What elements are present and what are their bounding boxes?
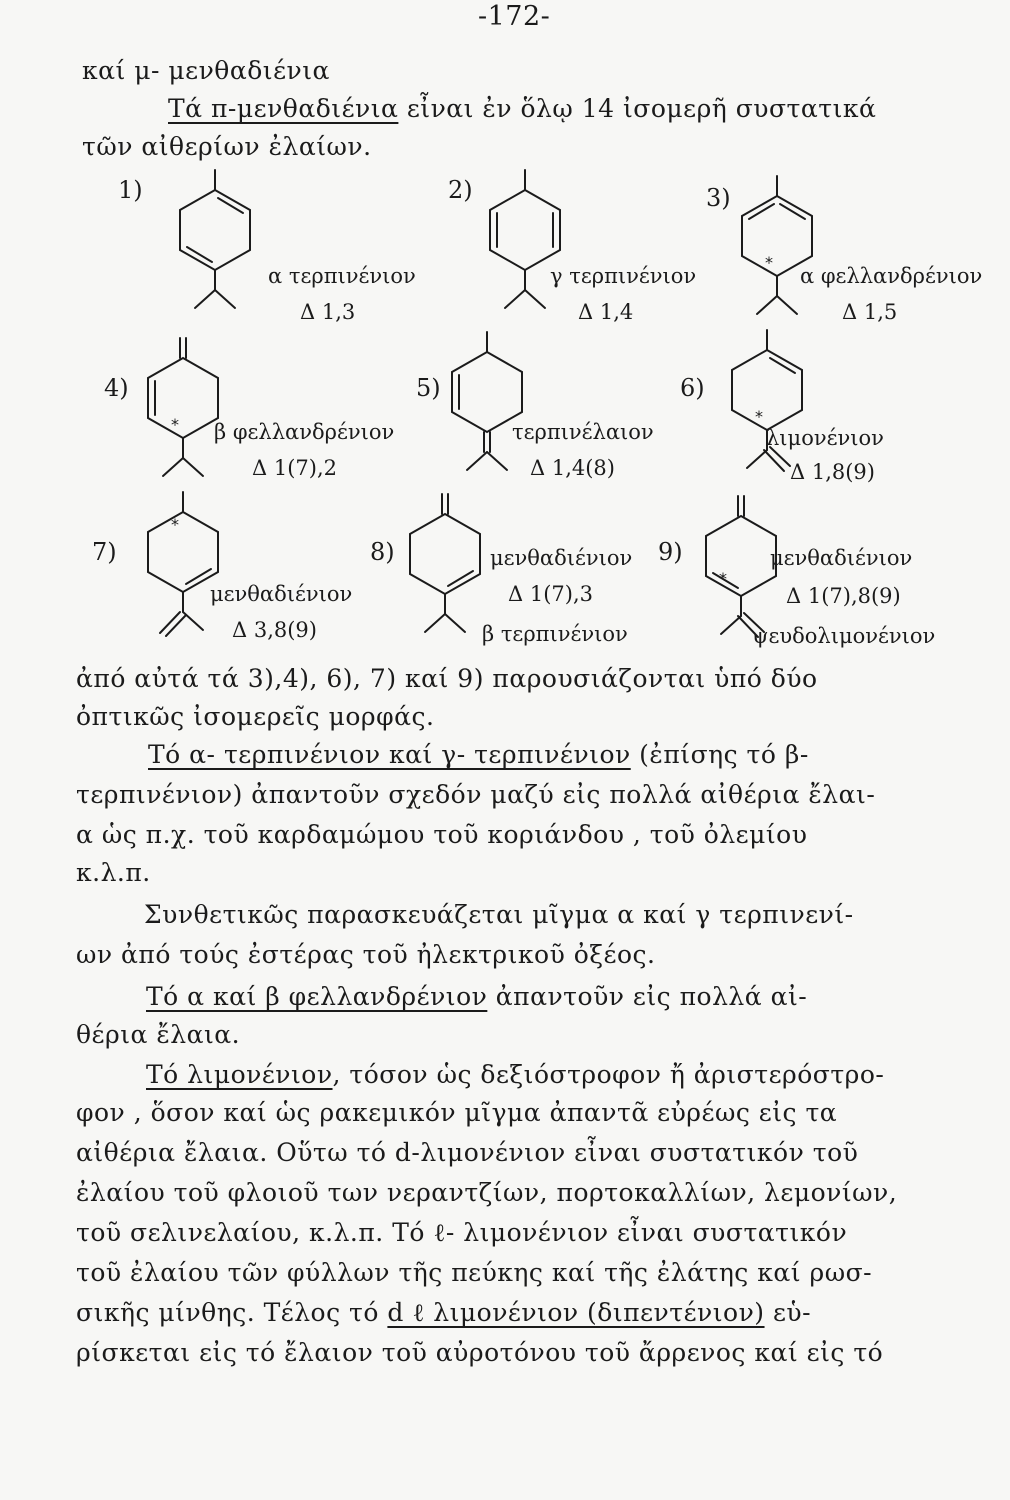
double-bond [749, 204, 774, 219]
body-line-5: α ὡς π.χ. τοῦ καρδαμώμου τοῦ κοριάνδου , τοῦ ὀλεμίου [76, 820, 808, 849]
compound-8-delta: Δ 1(7),3 [508, 582, 593, 606]
ring [148, 358, 218, 438]
compound-2-structure [470, 170, 580, 330]
double-bond [770, 358, 795, 373]
compound-6-name: λιμονένιον [766, 426, 884, 450]
body-line-7: Συνθετικῶς παρασκευάζεται μῖγμα α καί γ τερπινενί- [144, 900, 854, 929]
underlined-phrase: d ℓ λιμονένιον (διπεντένιον) [387, 1298, 765, 1327]
intro-rest: εἶναι ἐν ὅλῳ 14 ἰσομερῆ συστατικά [398, 94, 877, 123]
bond [166, 615, 186, 636]
bond [487, 452, 507, 470]
bond [467, 452, 487, 470]
body-line-14: ἐλαίου τοῦ φλοιοῦ των νεραντζίων, πορτοκαλλίων, λεμονίων, [76, 1178, 898, 1207]
body-line-1: ἀπό αὐτά τά 3),4), 6), 7) καί 9) παρουσιάζονται ὑπό δύο [76, 664, 818, 693]
compound-3-delta: Δ 1,5 [842, 300, 898, 324]
bond [777, 296, 797, 314]
chiral-star: * [765, 253, 773, 272]
compound-2-name: γ τερπινένιον [550, 264, 697, 288]
bond [445, 614, 465, 632]
body-line-3 [148, 740, 809, 770]
compound-8-number: 8) [370, 538, 395, 566]
double-bond [448, 571, 473, 586]
body-line-15: τοῦ σελινελαίου, κ.λ.π. Τό ℓ- λιμονένιον εἶναι συστατικόν [76, 1218, 848, 1247]
compound-9-delta: Δ 1(7),8(9) [786, 584, 901, 608]
compound-3-name: α φελλανδρένιον [800, 264, 983, 288]
compound-4-number: 4) [104, 374, 129, 402]
intro-line-2 [168, 94, 876, 124]
compound-3-structure [722, 176, 832, 336]
compound-4-structure [128, 338, 238, 498]
chiral-star: * [171, 515, 179, 534]
body-line-6: κ.λ.π. [76, 858, 151, 887]
double-bond [780, 204, 805, 219]
compound-4-delta: Δ 1(7),2 [252, 456, 337, 480]
ring [706, 516, 776, 596]
compound-1-number: 1) [118, 176, 143, 204]
chiral-star: * [171, 415, 179, 434]
body-line-2: ὀπτικῶς ἰσομερεῖς μορφάς. [76, 702, 435, 731]
compound-8-name: μενθαδιένιον [490, 546, 633, 570]
ring [410, 514, 480, 594]
bond [425, 614, 445, 632]
compound-1-delta: Δ 1,3 [300, 300, 356, 324]
compound-8-name-2: β τερπινένιον [482, 622, 628, 646]
bond [721, 616, 741, 634]
compound-9-name-2: ψευδολιμονένιον [752, 624, 936, 648]
bond [183, 612, 203, 630]
compound-9-name: μενθαδιένιον [770, 546, 913, 570]
compound-2-number: 2) [448, 176, 473, 204]
bond [764, 450, 784, 471]
phrase-rest: εὑ- [764, 1298, 812, 1327]
bond [757, 296, 777, 314]
chiral-star: * [719, 569, 727, 588]
compound-7-delta: Δ 3,8(9) [232, 618, 317, 642]
body-line-4: τερπινένιον) ἀπαντοῦν σχεδόν μαζύ εἰς πολλά αἰθέρια ἔλαι- [76, 780, 876, 809]
compound-7-name: μενθαδιένιον [210, 582, 353, 606]
intro-underlined: Τά π-μενθαδιένια [168, 94, 399, 123]
compound-6-number: 6) [680, 374, 705, 402]
page-number: -172- [478, 1, 551, 32]
phrase-rest: (ἐπίσης τό β- [630, 740, 809, 769]
body-line-9 [146, 982, 807, 1012]
ring [490, 190, 560, 270]
intro-line-3: τῶν αἰθερίων ἐλαίων. [82, 132, 372, 161]
compound-7-structure [128, 492, 238, 652]
compound-1-structure [160, 170, 270, 330]
underlined-phrase: Τό λιμονένιον [146, 1060, 333, 1089]
compound-9-number: 9) [658, 538, 683, 566]
double-bond [187, 247, 212, 262]
underlined-phrase: Τό α καί β φελλανδρένιον [146, 982, 488, 1011]
compound-5-name: τερπινέλαιον [512, 420, 654, 444]
ring [148, 512, 218, 592]
body-line-16: τοῦ ἐλαίου τῶν φύλλων τῆς πεύκης καί τῆς ἐλάτης καί ρωσ- [76, 1258, 873, 1287]
bond [195, 290, 215, 308]
chiral-star: * [755, 407, 763, 426]
body-line-13: αἰθέρια ἔλαια. Οὕτω τό d-λιμονένιον εἶναι συστατικόν τοῦ [76, 1138, 859, 1167]
body-line-11 [146, 1060, 884, 1090]
intro-line-1: καί μ- μενθαδιένια [82, 56, 330, 85]
body-line-17 [76, 1298, 811, 1328]
compound-3-number: 3) [706, 184, 731, 212]
bond [163, 458, 183, 476]
double-bond [186, 569, 211, 584]
bond [525, 290, 545, 308]
double-bond [218, 198, 243, 213]
compound-5-structure [432, 332, 542, 492]
ring [180, 190, 250, 270]
phrase-start: σικῆς μίνθης. Τέλος τό [76, 1298, 388, 1327]
body-line-18: ρίσκεται εἰς τό ἔλαιον τοῦ αὐροτόνου τοῦ ἄρρενος καί εἰς τό [76, 1338, 884, 1367]
bond [160, 612, 180, 633]
body-line-12: φον , ὅσον καί ὡς ρακεμικόν μῖγμα ἀπαντᾶ εὐρέως εἰς τα [76, 1098, 838, 1127]
compound-5-number: 5) [416, 374, 441, 402]
bond [505, 290, 525, 308]
phrase-rest: ἀπαντοῦν εἰς πολλά αἰ- [487, 982, 808, 1011]
body-line-8: ων ἀπό τούς ἐστέρας τοῦ ἠλεκτρικοῦ ὀξέος. [76, 940, 656, 969]
phrase-rest: , τόσον ὡς δεξιόστροφον ἤ ἀριστερόστρο- [332, 1060, 885, 1089]
compound-1-name: α τερπινένιον [268, 264, 416, 288]
ring [732, 350, 802, 430]
body-line-10: θέρια ἔλαια. [76, 1020, 241, 1049]
compound-5-delta: Δ 1,4(8) [530, 456, 615, 480]
compound-2-delta: Δ 1,4 [578, 300, 634, 324]
compound-7-number: 7) [92, 538, 117, 566]
bond [215, 290, 235, 308]
underlined-phrase: Τό α- τερπινένιον καί γ- τερπινένιον [148, 740, 631, 769]
bond [747, 450, 767, 468]
bond [183, 458, 203, 476]
compound-4-name: β φελλανδρένιον [214, 420, 395, 444]
compound-6-delta: Δ 1,8(9) [790, 460, 875, 484]
